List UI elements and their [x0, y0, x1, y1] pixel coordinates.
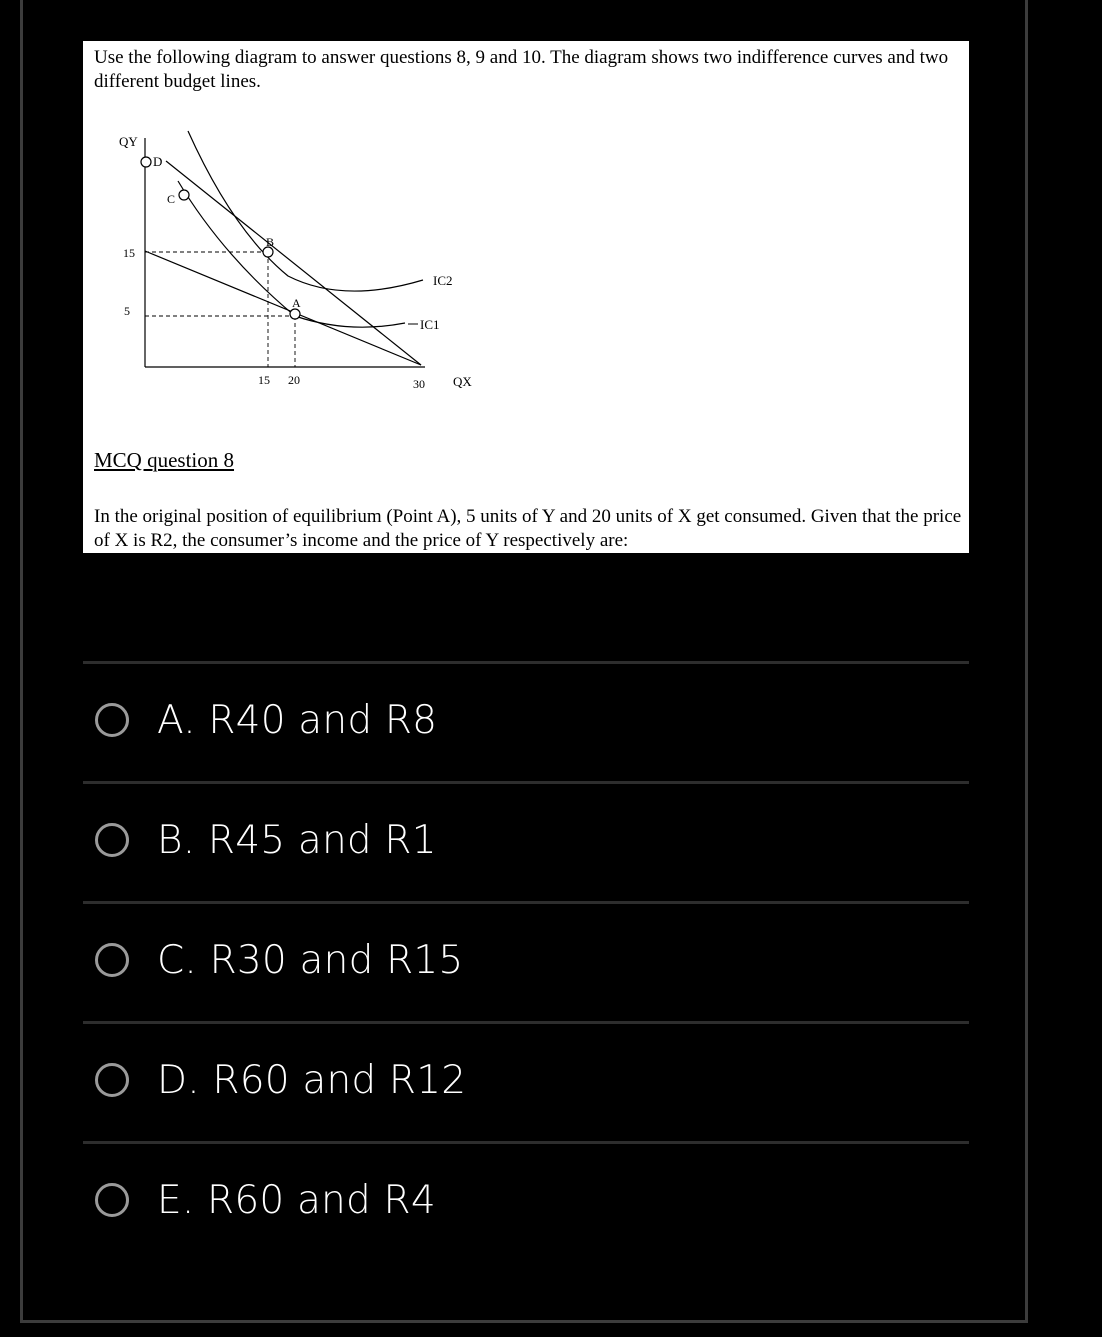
divider [83, 781, 969, 784]
x-axis-label: QX [453, 374, 472, 389]
y-tick-15: 15 [123, 246, 135, 260]
label-point-a: A [292, 296, 301, 310]
x-tick-30: 30 [413, 377, 425, 391]
mcq-title: MCQ question 8 [94, 448, 235, 472]
label-point-c: C [167, 192, 176, 206]
option-e-label: E. R60 and R4 [157, 1177, 436, 1223]
question-text: In the original position of equilibrium (Point A), 5 units of Y and 20 units of X get consumed. Given that the price of X is R2, the consumer’s income and the price of Y respectively are: [94, 506, 962, 551]
divider [83, 1141, 969, 1144]
label-ic1: IC1 [420, 317, 440, 332]
y-axis-label: QY [119, 134, 138, 149]
option-c-label: C. R30 and R15 [157, 937, 464, 983]
option-c[interactable] [95, 930, 795, 990]
option-a-label: A. R40 and R8 [157, 697, 438, 743]
budget-line-1 [145, 251, 421, 365]
radio-button-a[interactable] [95, 703, 129, 737]
label-point-b: B [266, 235, 275, 249]
option-b-label: B. R45 and R1 [157, 817, 437, 863]
ic2-curve [188, 131, 423, 291]
divider [83, 1021, 969, 1024]
indifference-diagram [83, 41, 969, 553]
y-tick-5: 5 [124, 304, 130, 318]
divider [83, 901, 969, 904]
option-d-label: D. R60 and R12 [157, 1057, 467, 1103]
budget-line-2 [166, 161, 421, 365]
x-tick-15: 15 [258, 373, 270, 387]
radio-button-d[interactable] [95, 1063, 129, 1097]
option-d[interactable] [95, 1050, 795, 1110]
divider [83, 661, 969, 664]
radio-button-e[interactable] [95, 1183, 129, 1217]
label-ic2: IC2 [433, 273, 453, 288]
point-d [141, 157, 151, 167]
option-b[interactable] [95, 810, 795, 870]
question-image [83, 41, 969, 553]
radio-button-c[interactable] [95, 943, 129, 977]
option-a[interactable] [95, 690, 795, 750]
question-intro: Use the following diagram to answer questions 8, 9 and 10. The diagram shows two indifference curves and two different budget lines. [94, 47, 949, 92]
option-e[interactable] [95, 1170, 795, 1230]
x-tick-20: 20 [288, 373, 300, 387]
radio-button-b[interactable] [95, 823, 129, 857]
point-a [290, 309, 300, 319]
label-point-d: D [153, 154, 163, 169]
point-c [179, 190, 189, 200]
